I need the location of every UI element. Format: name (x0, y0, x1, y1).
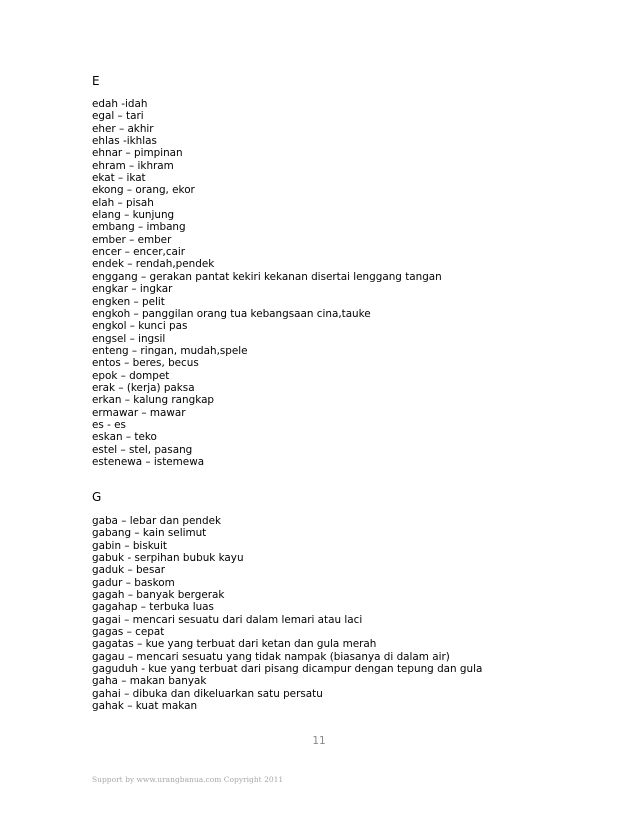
dictionary-entry: gagahap – terbuka luas (92, 601, 214, 614)
dictionary-entry: gaduk – besar (92, 564, 166, 577)
dictionary-entry: gabuk - serpihan bubuk kayu (92, 552, 244, 565)
dictionary-entry: ermawar – mawar (92, 406, 186, 419)
dictionary-entry: epok – dompet (92, 369, 170, 382)
dictionary-entry: engken – pelit (92, 295, 165, 308)
dictionary-entry: gahak – kuat makan (92, 700, 198, 713)
dictionary-entry: erkan – kalung rangkap (92, 394, 215, 407)
footer-copyright: Support by www.urangbanua.com Copyright 2011 (92, 775, 284, 784)
dictionary-entry: engkol – kunci pas (92, 320, 188, 333)
dictionary-entry: gabang – kain selimut (92, 527, 207, 540)
dictionary-entry: eskan – teko (92, 431, 157, 444)
dictionary-entry: enggang – gerakan pantat kekiri kekanan disertai lenggang tangan (92, 270, 442, 283)
dictionary-entry: gagai – mencari sesuatu dari dalam lemari atau laci (92, 613, 363, 626)
dictionary-entry: gahai – dibuka dan dikeluarkan satu persatu (92, 687, 323, 700)
dictionary-entry: gaba – lebar dan pendek (92, 515, 221, 527)
dictionary-entry: es - es (92, 418, 126, 431)
dictionary-entry: gaguduh - kue yang terbuat dari pisang dicampur dengan tepung dan gula (92, 663, 483, 676)
dictionary-entry: encer – encer,cair (92, 246, 186, 259)
dictionary-entry: gadur – baskom (92, 576, 175, 589)
dictionary-entry: entos – beres, becus (92, 357, 199, 370)
dictionary-entry: ekong – orang, ekor (92, 184, 195, 197)
page-number: 11 (312, 735, 326, 747)
dictionary-entry: elang – kunjung (92, 209, 175, 222)
dictionary-entry: egal – tari (92, 110, 144, 123)
dictionary-entry: eher – akhir (92, 122, 154, 135)
dictionary-entry: erak – (kerja) paksa (92, 381, 195, 394)
section-heading-e: E (92, 74, 100, 88)
dictionary-entry: embang – imbang (92, 221, 186, 234)
entry-list-g (92, 515, 482, 713)
dictionary-entry: gabin – biskuit (92, 539, 167, 552)
dictionary-entry: elah – pisah (92, 196, 154, 209)
dictionary-entry: ehlas -ikhlas (92, 135, 157, 148)
dictionary-entry: ember – ember (92, 233, 172, 246)
dictionary-entry: engsel – ingsil (92, 332, 166, 345)
entry-list-e (92, 98, 442, 468)
dictionary-entry: gagau – mencari sesuatu yang tidak nampak (biasanya di dalam air) (92, 650, 450, 663)
dictionary-entry: edah -idah (92, 98, 148, 110)
dictionary-entry: ekat – ikat (92, 172, 146, 185)
dictionary-entry: gagatas – kue yang terbuat dari ketan dan gula merah (92, 638, 377, 651)
dictionary-entry: ehnar – pimpinan (92, 147, 183, 160)
section-heading-g: G (92, 490, 102, 504)
dictionary-entry: enteng – ringan, mudah,spele (92, 344, 248, 357)
dictionary-entry: ehram – ikhram (92, 159, 174, 172)
dictionary-entry: engkar – ingkar (92, 283, 173, 296)
dictionary-entry: gaha – makan banyak (92, 675, 207, 688)
dictionary-entry: estel – stel, pasang (92, 443, 193, 456)
dictionary-entry: gagas – cepat (92, 626, 165, 639)
dictionary-entry: estenewa – istemewa (92, 455, 205, 468)
dictionary-entry: endek – rendah,pendek (92, 258, 215, 271)
dictionary-entry: gagah – banyak bergerak (92, 589, 225, 602)
dictionary-entry: engkoh – panggilan orang tua kebangsaan cina,tauke (92, 307, 371, 320)
